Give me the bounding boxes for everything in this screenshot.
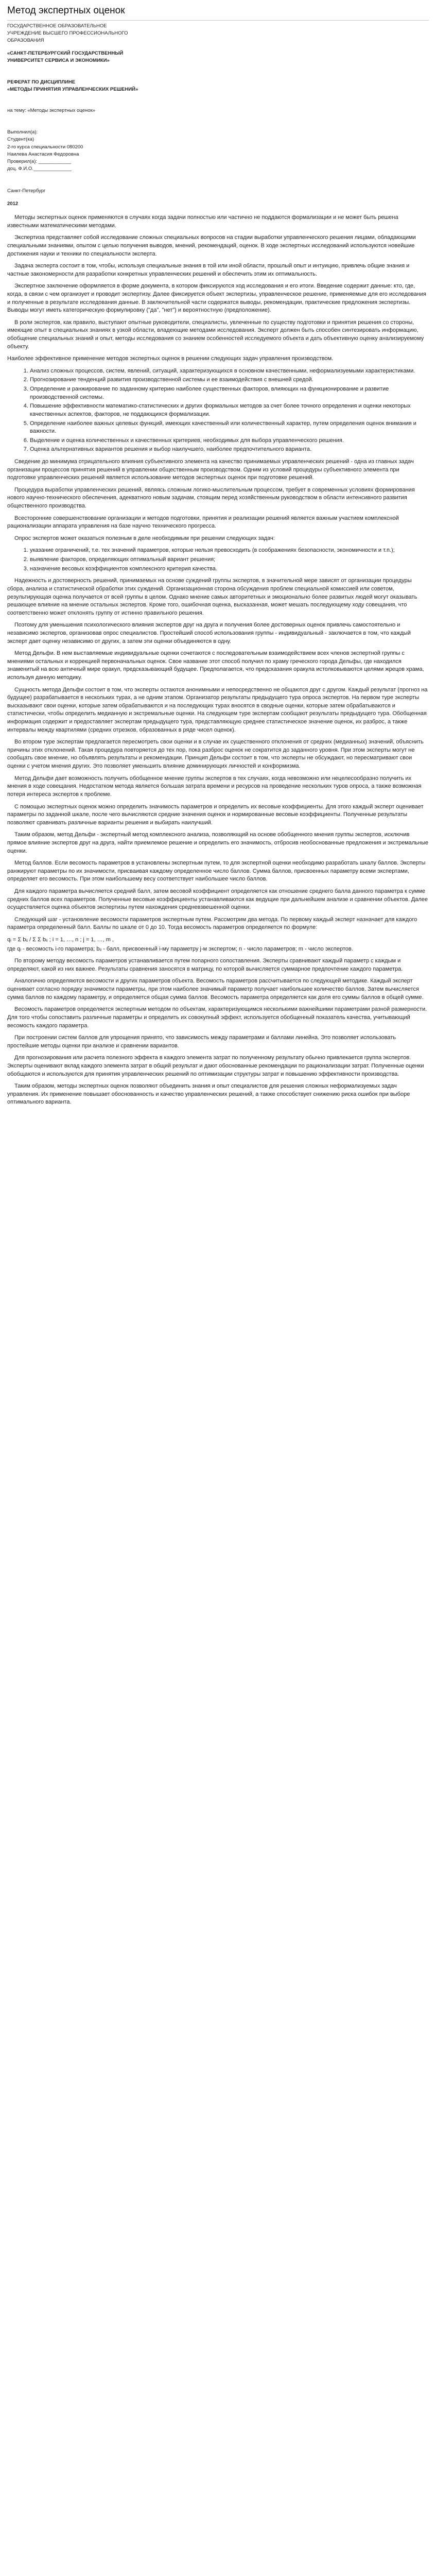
paragraph: Метод Дельфи. В нем выставляемые индивидуальные оценки сочетаются с последовательным взаимодействием всех членов экспертной группы с мнениями остальных и коррекцией первоначальных оценок. Свое название этот способ получил по храму греческого города Дельфы, где находился знаменитый на всю античный мире оракул, предсказывающий будущее. Предполагается, что предсказания оракула истолковываются целями жрецов храма, используя данную методику. bbox=[7, 650, 424, 681]
paragraph: Экспертиза представляет собой исследование сложных специальных вопросов на стадии выработки управленческого решения лицами, обладающими специальными знаниями, опытом с целью получения выводов, мнений, рекомендаций, оценок. В ходе экспертных исследований используются новейшие достижения науки и техники по специальности эксперта. bbox=[7, 234, 416, 257]
paragraph: При построении систем баллов для упрощения принято, что зависимость между параметрами и баллами линейна. Это позволяет использовать простейшие методы оценки при анализе и сравнении вариантов. bbox=[7, 1035, 396, 1049]
list-item: 5. Определение наиболее важных целевых функций, имеющих качественный или количественный характер, путем определения оценок внимания и важности. bbox=[30, 420, 429, 436]
tasks-list bbox=[7, 367, 429, 454]
paragraph: Опрос экспертов может оказаться полезным в деле необходимым при решении следующих задач: bbox=[14, 535, 275, 541]
survey-tasks-list bbox=[7, 547, 429, 573]
paragraph: Экспертное заключение оформляется в форме документа, в котором фиксируются ход исследования и его итоги. Введение содержит данные: кто, где, когда, в связи с чем организует и проводит экспертизу. Далее фиксируется объект экспертизы, управленческое решение, применяемые для его исследования и полученные в результате исследования данные. В заключительной части содержатся выводы, рекомендации, практические предложения экспертизы. Выводы могут иметь категорическую формулировку ("да", "нет") и вероятностную (предположение). bbox=[7, 283, 426, 314]
signature-line: Наилева Анастасия Федоровна bbox=[7, 151, 79, 157]
ministry-line: ОБРАЗОВАНИЯ bbox=[7, 37, 44, 43]
paragraph: В роли экспертов, как правило, выступают опытные руководители, специалисты, увлеченные по существу подготовки и принятия решения со стороны, имеющие опыт в специальных знаниях в узкой области, владеющие методами исследования. Эксперт должен быть способен синтезировать информацию, обобщение специальных знаний и опыт, методы исследования со знанием особенностей исследуемого объекта и дать объективную оценку анализируемому объекту. bbox=[7, 319, 424, 350]
weight-formula: qᵢ = Σ bᵢⱼ / Σ Σ bᵢⱼ ; i = 1, …, n ; j = 1, …, m , bbox=[7, 937, 114, 943]
list-item: 2. выявление факторов, определяющих оптимальный вариант решения; bbox=[30, 556, 429, 564]
signature-line: Студент(ка) bbox=[7, 137, 34, 143]
university-block bbox=[7, 50, 429, 64]
formula-legend: где qᵢ - весомость i-го параметра; bᵢⱼ - балл, присвоенный i-му параметру j-м экспертом; n - число параметров; m - число экспертов. bbox=[7, 945, 353, 952]
city: Санкт-Петербург bbox=[7, 188, 46, 194]
list-item: 3. Определение и ранжирование по заданному критерию наиболее существенных факторов, влияющих на функционирование и развитие производственной системы. bbox=[30, 385, 429, 401]
paragraph: Поэтому для уменьшения психологического влияния экспертов друг на друга и получения более достоверных оценок привлечь самостоятельно и независимо экспертов, организовав опрос специалистов. Простейший способ использования группы - индивидуальный - заключается в том, что каждый эксперт дает оценку независимо от других, а затем эти оценки объединяются в одну. bbox=[7, 622, 411, 645]
signature-block bbox=[7, 129, 429, 173]
page-title: Метод экспертных оценок bbox=[7, 4, 429, 21]
paragraph: Аналогично определяются весомости и других параметров объекта. Весомость параметров рассчитывается по следующей методике. Каждый эксперт оценивает согласно порядку значимости параметры, при этом наиболее значимый параметр получает наибольшее количество баллов. Затем вычисляется сумма баллов по каждому параметру, и определяется общая сумма баллов. Весомость параметра определяется как доля его суммы баллов в общей сумме. bbox=[7, 978, 424, 1001]
list-item: 1. указание ограничений, т.е. тех значений параметров, которые нельзя превосходить (в соображениях безопасности, экономичности и т.п.); bbox=[30, 547, 429, 555]
university-line: УНИВЕРСИТЕТ СЕРВИСА И ЭКОНОМИКИ» bbox=[7, 58, 110, 64]
signature-line: доц. Ф.И.О.______________ bbox=[7, 166, 72, 172]
list-item: 7. Оценка альтернативных вариантов решения и выбор наилучшего, наиболее предпочтительного варианта. bbox=[30, 446, 429, 454]
paragraph: Методы экспертных оценок применяются в случаях когда задачи полностью или частично не поддаются формализации и не может быть решена известными математическими методами. bbox=[7, 214, 398, 229]
paragraph: С помощью экспертных оценок можно определить значимость параметров и определить их весовые коэффициенты. Для этого каждый эксперт оценивает параметры по заданной шкале, после чего вычисляются средние значения оценок и нормированные весовые коэффициенты. Полученные результаты позволяют сравнивать различные варианты решения и выбирать наилучший. bbox=[7, 803, 424, 826]
list-item: 4. Повышение эффективности математико-статистических и других формальных методов за счет более точного определения и оценки некоторых качественных аспектов, факторов, не поддающихся формализации. bbox=[30, 402, 429, 418]
essay-body bbox=[7, 214, 429, 1107]
paragraph: Весомость параметров определяется экспертным методом по объектам, характеризующимся несколькими важнейшими параметрами разной размерности. Для того чтобы сопоставить различные параметры и определить их совокупный эффект, используется обобщенный показатель качества, учитывающий весомость каждого параметра. bbox=[7, 1006, 427, 1029]
university-line: «САНКТ-ПЕТЕРБУРГСКИЙ ГОСУДАРСТВЕННЫЙ bbox=[7, 50, 124, 57]
paragraph: Наиболее эффективное применение методов экспертных оценок в решении следующих задач управления производством. bbox=[7, 355, 334, 362]
paragraph: По второму методу весомость параметров устанавливается путем попарного сопоставления. Эксперты сравнивают каждый параметр с каждым и определяют, какой из них важнее. Результаты сравнения заносятся в матрицу, по которой вычисляется суммарное предпочтение каждого параметра. bbox=[7, 958, 403, 972]
ministry-line: ГОСУДАРСТВЕННОЕ ОБРАЗОВАТЕЛЬНОЕ bbox=[7, 23, 107, 29]
report-label: РЕФЕРАТ ПО ДИСЦИПЛИНЕ bbox=[7, 79, 76, 85]
paragraph: Задача эксперта состоит в том, чтобы, используя специальные знания в той или иной области, прошлый опыт и интуицию, привлечь общие знания и частные закономерности для разработки конкретных управленческих решений и обеспечить этим их оптимальность. bbox=[7, 263, 410, 277]
report-topic: на тему: «Методы экспертных оценок» bbox=[7, 108, 96, 114]
paragraph: Сущность метода Дельфи состоит в том, что эксперты остаются анонимными и непосредственно не общаются друг с другом. Каждый результат (прогноз на будущее) разрабатывается в нескольких турах, а не одним этапом. Организатор результаты предыдущего тура опроса экспертов. На первом туре эксперты высказывают свои оценки, которые затем обрабатываются и на последующих турах вносятся в сводные оценки, которые затем обрабатываются и статистически, чтобы определить медианную и экстремальные оценки. На следующем туре экспертам сообщают результаты предыдущего тура. Обобщенная информация содержит и предоставляет экспертам предыдущего тура, представляющую среднее статистическое значение оценок, их разброс, а также интервалы между квартилями (средних отрезков, образованных в ряде чисел оценок). bbox=[7, 686, 428, 733]
paragraph: Следующий шаг - установление весомости параметров экспертным путем. Рассмотрим два метода. По первому каждый эксперт назначает для каждого параметра определенный балл. Баллы по шкале от 0 до 10. Тогда весомость параметров определяется по формуле: bbox=[7, 916, 417, 931]
discipline-name: «МЕТОДЫ ПРИНЯТИЯ УПРАВЛЕНЧЕСКИХ РЕШЕНИЙ» bbox=[7, 86, 138, 92]
document-page bbox=[0, 0, 436, 1116]
paragraph: Для прогнозирования или расчета полезного эффекта в каждого элемента затрат по полученному результату обычно привлекается группа экспертов. Эксперты оценивают вклад каждого элемента затрат в общий результат и дают обоснованные рекомендации по рационализации затрат. Полученные оценки обобщаются и используются для принятия управленческих решений по оптимизации структуры затрат и повышению эффективности производства. bbox=[7, 1055, 424, 1077]
paragraph: Таким образом, метод Дельфи - экспертный метод комплексного анализа, позволяющий на основе обобщенного мнения группы экспертов, исключив прямое влияние экспертов друг на друга, найти приемлемое решение и определить его значимость, отбросив необоснованные предложения и экстремальные оценки. bbox=[7, 832, 429, 854]
paragraph: Всесторонние совершенствование организации и методов подготовки, принятия и реализации решений является важным участием комплексной рационализации аппарата управления на базе научно технического прогресса. bbox=[7, 515, 399, 530]
ministry-block bbox=[7, 23, 429, 44]
paragraph: Для каждого параметра вычисляется средний балл, затем весовой коэффициент определяется как отношение среднего балла данного параметра к сумме средних баллов всех параметров. Полученные весовые коэффициенты устанавливаются как ведущие при дальнейшем анализе и сравнении объектов. Далее осуществляется оценка объектов экспертизы путем нахождения средневзвешенной оценки. bbox=[7, 888, 428, 911]
paragraph: Метод Дельфи дает возможность получить обобщенное мнение группы экспертов в тех случаях, когда невозможно или нецелесообразно получить их мнения в ходе совещания. Недостатком метода является большая затрата времени и ресурсов на проведение нескольких туров опроса, а также возможная потеря интереса экспертов к проблеме. bbox=[7, 775, 422, 798]
paragraph: Процедура выработки управленческих решений, являясь сложным логико-мыслительным процессом, требует в современных условиях формирования нового научно-технического обеспечения, адекватного новым задачам, стоящим перед хозяйственным руководством в области интенсивного развития общественного производства. bbox=[7, 486, 415, 510]
paragraph: Метод баллов. Если весомость параметров в установлены экспертным путем, то для экспертной оценки необходимо разработать шкалу баллов. Эксперты ранжируют параметры по их значимости, присваивая каждому определенное число баллов. Сумма баллов, присвоенных параметру всеми экспертами, определяет его весомость. При этом наибольшему весу соответствует наибольшее число баллов. bbox=[7, 860, 426, 883]
signature-line: 2-го курса специальности 080200 bbox=[7, 144, 83, 150]
ministry-line: УЧРЕЖДЕНИЕ ВЫСШЕГО ПРОФЕССИОНАЛЬНОГО bbox=[7, 30, 128, 36]
paragraph: Надежность и достоверность решений, принимаемых на основе суждений группы экспертов, в значительной мере зависят от организации процедуры сбора, анализа и статистической обработки этих суждений. Организационная сторона обсуждения проблем специальной комиссией или советом, результирующая оценка получается от всей группы в целом. Однако мнение самых авторитетных и эмоционально более развитых людей могут оказывать решающее влияние на мнение остальных экспертов. Кроме того, ошибочная оценка, высказанная, может мешать последующему ходу совещания, что соответственно может отклонять группу от истинно правильного решения. bbox=[7, 578, 417, 616]
list-item: 6. Выделение и оценка количественных и качественных критериев, необходимых для выбора управленческого решения. bbox=[30, 437, 429, 445]
list-item: 2. Прогнозирование тенденций развития производственной системы и ее взаимодействия с внешней средой. bbox=[30, 376, 429, 384]
signature-line: Выполнил(а): bbox=[7, 129, 38, 135]
list-item: 3. назначение весовых коэффициентов комплексного критерия качества. bbox=[30, 565, 429, 573]
paragraph: Таким образом, методы экспертных оценок позволяют объединить знания и опыт специалистов для решения сложных неформализуемых задач управления. Их применение повышает обоснованность и качество управленческих решений, а также способствует снижению риска ошибок при выборе оптимального варианта. bbox=[7, 1083, 410, 1106]
year: 2012 bbox=[7, 201, 19, 207]
paragraph: Сведение до минимума отрицательного влияния субъективного элемента на качество принимаемых управленческих решений - одна из главных задач организации процессов принятия решений в управлении общественным производством. Одним из условий процедуры субъективного элемента при подготовке управленческих решений является использование методов экспертных оценок при подготовке решений. bbox=[7, 458, 414, 481]
list-item: 1. Анализ сложных процессов, систем, явлений, ситуаций, характеризующихся в основном качественными, неформализуемыми характеристиками. bbox=[30, 367, 429, 376]
signature-line: Проверил(а): ____________ bbox=[7, 159, 72, 165]
paragraph: Во втором туре экспертам предлагается пересмотреть свои оценки и в случае их существенного отклонения от средних (медианных) значений, объяснить причины этих отклонений. Такая процедура повторяется до тех пор, пока разброс оценок не сократится до заданного уровня. При этом эксперты могут не сообщать свое мнение, но объявлять результаты и рекомендации. Принцип Дельфи состоит в том, что эксперты не обсуждают, но пересматривают свои оценки с учетом мнения других. Это позволяет уменьшить влияние доминирующих личностей и конформизма. bbox=[7, 739, 424, 770]
